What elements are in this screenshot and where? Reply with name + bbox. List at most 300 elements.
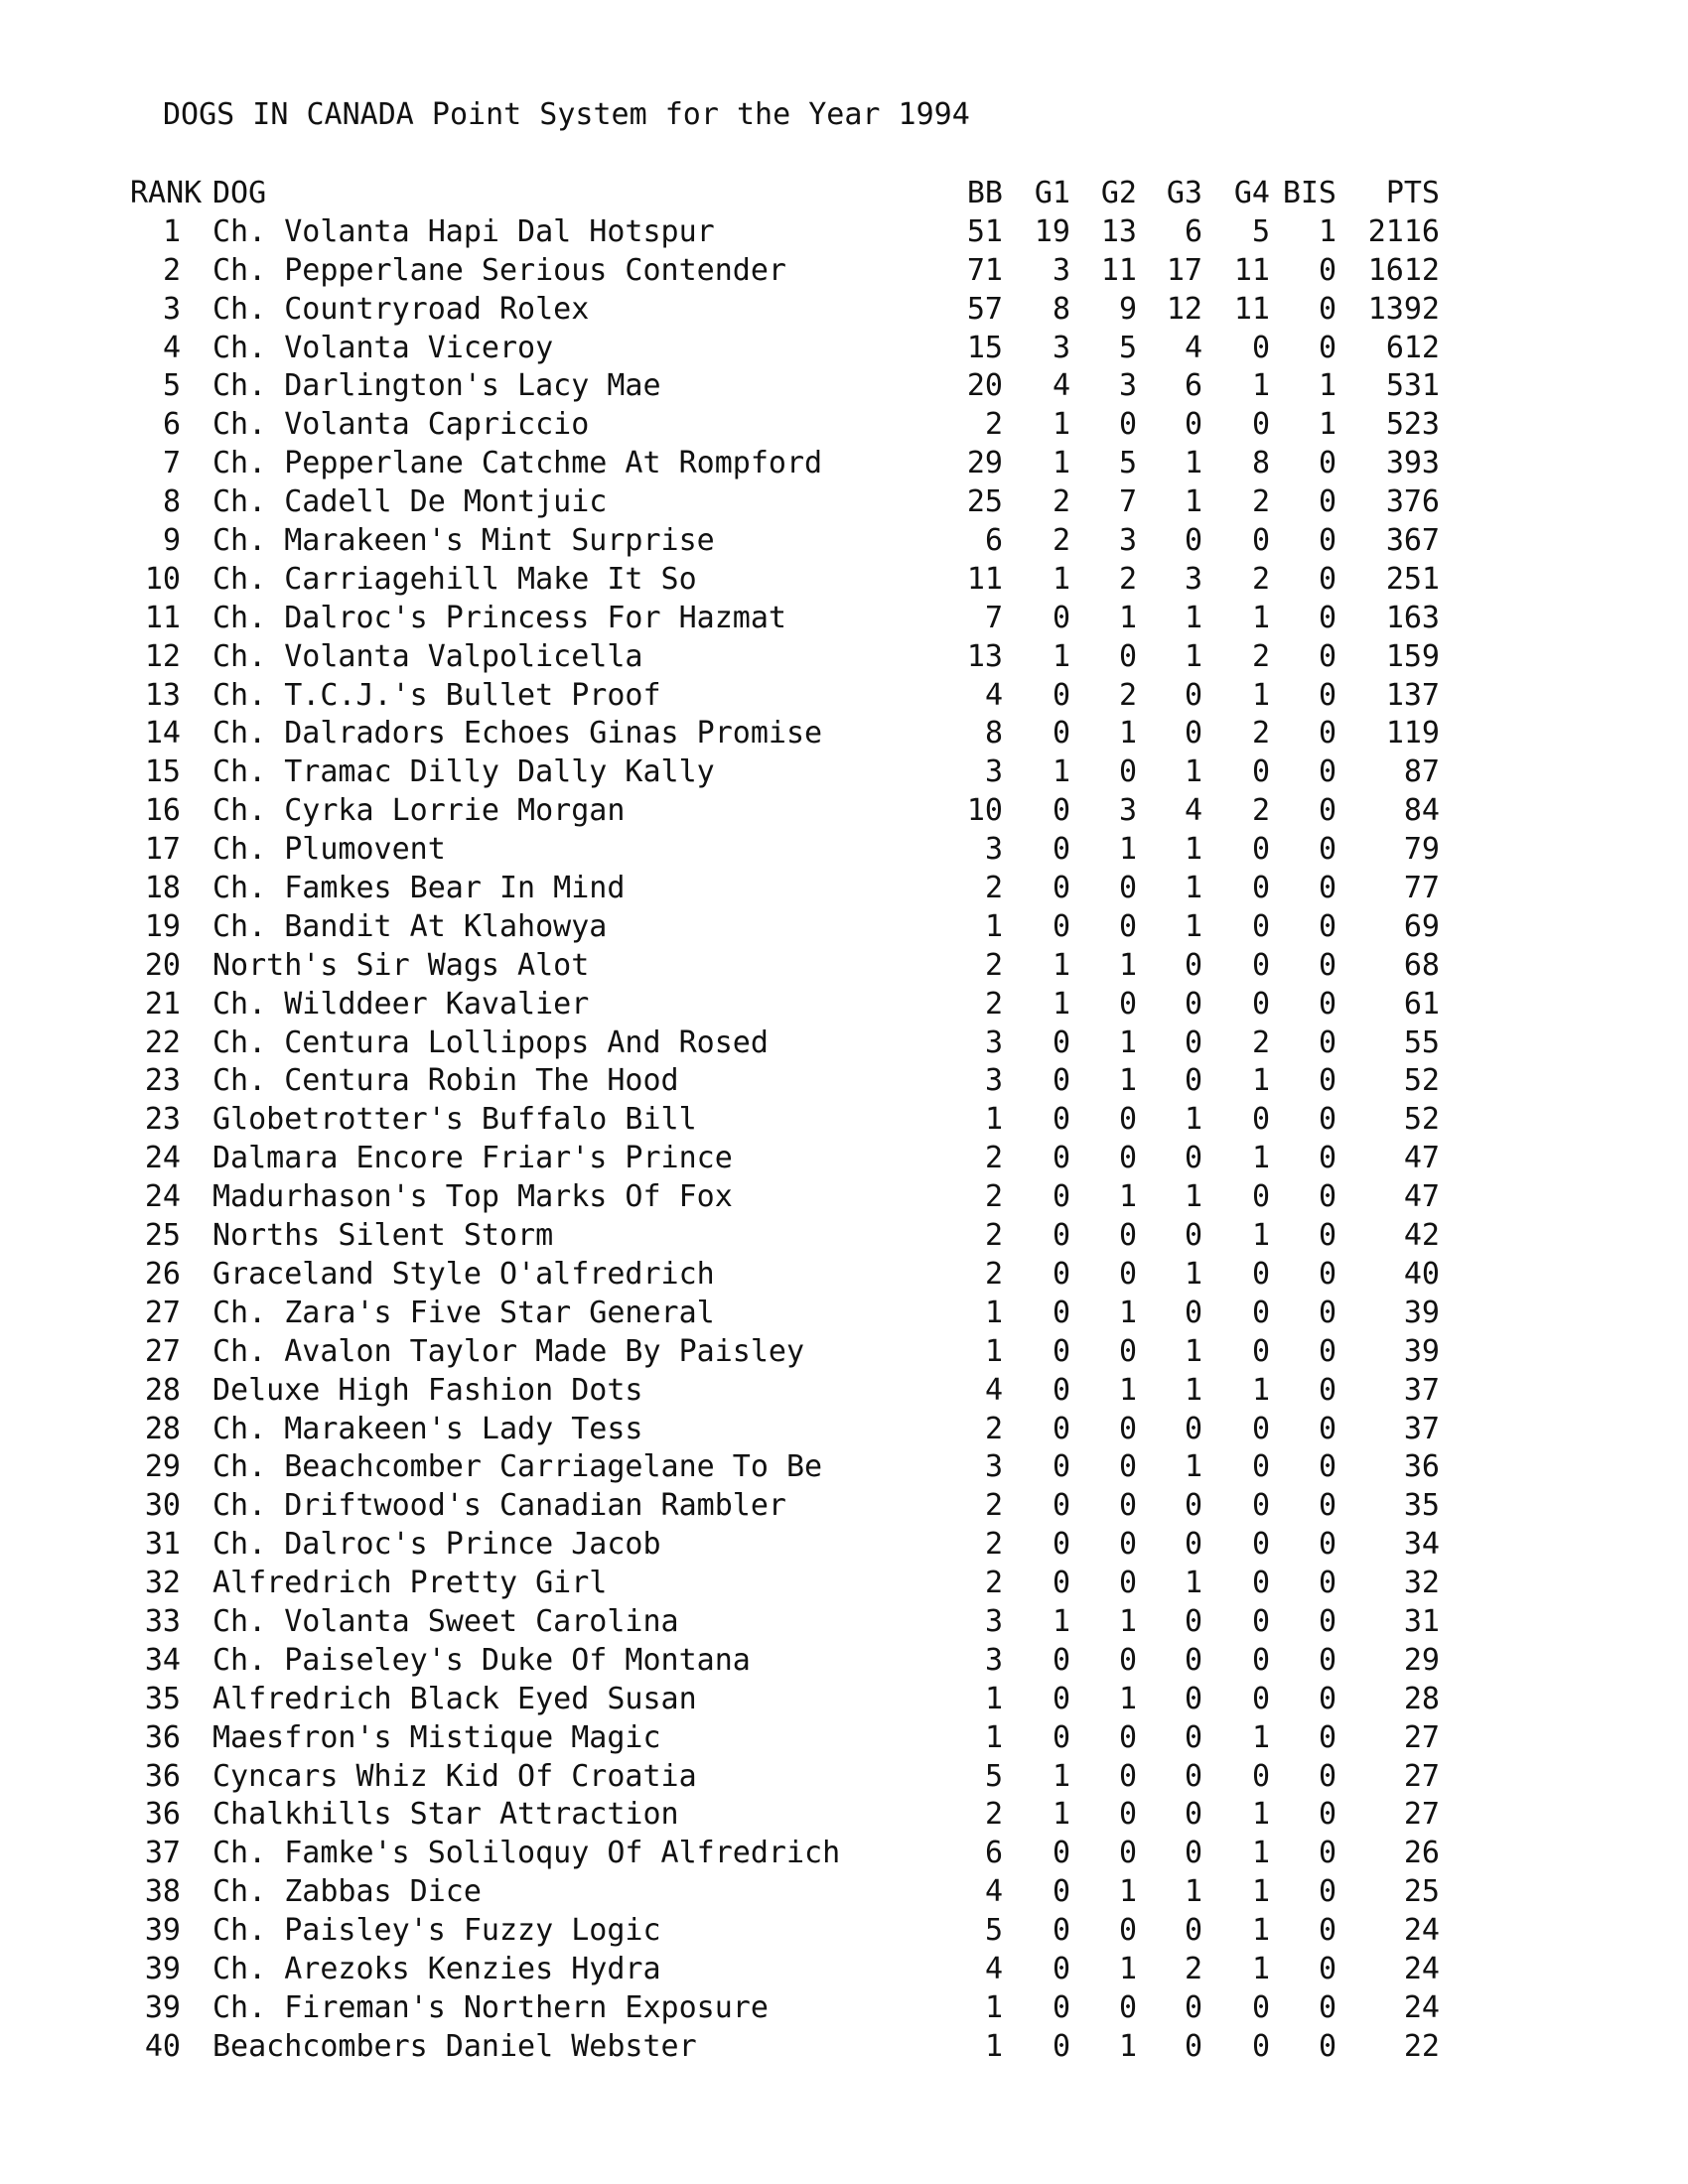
pts-cell: 37 bbox=[1403, 1372, 1440, 1408]
table-row bbox=[0, 1217, 1688, 1256]
g2-cell: 3 bbox=[1118, 523, 1137, 559]
g3-cell: 3 bbox=[1184, 561, 1202, 597]
bis-cell: 0 bbox=[1318, 1449, 1336, 1485]
table-row bbox=[0, 1989, 1688, 2028]
g1-cell: 0 bbox=[1052, 1218, 1070, 1254]
g1-cell: 0 bbox=[1052, 793, 1070, 829]
bis-cell: 0 bbox=[1318, 1642, 1336, 1678]
dog-name-cell: Madurhason's Top Marks Of Fox bbox=[212, 1179, 733, 1215]
g1-cell: 0 bbox=[1052, 2028, 1070, 2064]
rank-cell: 26 bbox=[144, 1256, 181, 1292]
g4-cell: 0 bbox=[1251, 1642, 1270, 1678]
g4-cell: 0 bbox=[1251, 1179, 1270, 1215]
g3-cell: 1 bbox=[1184, 1874, 1202, 1910]
g3-cell: 0 bbox=[1184, 1063, 1202, 1099]
bis-cell: 0 bbox=[1318, 1989, 1336, 2025]
g3-cell: 6 bbox=[1184, 368, 1202, 404]
bis-cell: 0 bbox=[1318, 1527, 1336, 1563]
bis-cell: 0 bbox=[1318, 1836, 1336, 1871]
dog-name-cell: Ch. Famkes Bear In Mind bbox=[212, 871, 626, 906]
rank-cell: 39 bbox=[144, 1951, 181, 1986]
g4-cell: 0 bbox=[1251, 1333, 1270, 1369]
pts-cell: 40 bbox=[1403, 1256, 1440, 1292]
pts-cell: 52 bbox=[1403, 1063, 1440, 1099]
table-row bbox=[0, 1912, 1688, 1951]
g3-cell: 0 bbox=[1184, 1797, 1202, 1833]
g1-cell: 0 bbox=[1052, 1989, 1070, 2025]
g4-cell: 8 bbox=[1251, 446, 1270, 481]
bis-cell: 1 bbox=[1318, 368, 1336, 404]
g3-cell: 0 bbox=[1184, 1681, 1202, 1716]
bis-cell: 0 bbox=[1318, 1488, 1336, 1524]
table-row bbox=[0, 483, 1688, 522]
g3-cell: 1 bbox=[1184, 1372, 1202, 1408]
header-g2: G2 bbox=[1100, 176, 1137, 210]
g1-cell: 0 bbox=[1052, 1411, 1070, 1446]
dog-name-cell: Ch. Plumovent bbox=[212, 832, 446, 868]
g3-cell: 0 bbox=[1184, 1642, 1202, 1678]
g2-cell: 0 bbox=[1118, 1141, 1137, 1176]
g4-cell: 1 bbox=[1251, 368, 1270, 404]
header-rank: RANK bbox=[130, 176, 203, 210]
g4-cell: 0 bbox=[1251, 330, 1270, 365]
g3-cell: 0 bbox=[1184, 947, 1202, 983]
rank-cell: 35 bbox=[144, 1681, 181, 1716]
table-row bbox=[0, 638, 1688, 677]
g3-cell: 0 bbox=[1184, 1836, 1202, 1871]
g2-cell: 1 bbox=[1118, 2028, 1137, 2064]
dog-name-cell: Ch. Carriagehill Make It So bbox=[212, 561, 697, 597]
g3-cell: 0 bbox=[1184, 407, 1202, 443]
bb-cell: 1 bbox=[984, 1333, 1003, 1369]
g2-cell: 1 bbox=[1118, 1295, 1137, 1330]
dog-name-cell: Ch. Volanta Capriccio bbox=[212, 407, 590, 443]
pts-cell: 47 bbox=[1403, 1179, 1440, 1215]
g1-cell: 0 bbox=[1052, 1102, 1070, 1138]
g1-cell: 1 bbox=[1052, 1603, 1070, 1639]
bb-cell: 2 bbox=[984, 1141, 1003, 1176]
header-dog: DOG bbox=[212, 176, 267, 210]
table-row bbox=[0, 1681, 1688, 1719]
table-body bbox=[0, 213, 1688, 2067]
rank-cell: 23 bbox=[144, 1102, 181, 1138]
g2-cell: 7 bbox=[1118, 484, 1137, 520]
bis-cell: 0 bbox=[1318, 1951, 1336, 1986]
rank-cell: 25 bbox=[144, 1218, 181, 1254]
table-row bbox=[0, 870, 1688, 908]
bis-cell: 0 bbox=[1318, 1024, 1336, 1060]
pts-cell: 119 bbox=[1385, 716, 1440, 751]
bis-cell: 0 bbox=[1318, 1603, 1336, 1639]
rank-cell: 37 bbox=[144, 1836, 181, 1871]
dog-name-cell: Ch. Pepperlane Serious Contender bbox=[212, 252, 786, 288]
dog-name-cell: North's Sir Wags Alot bbox=[212, 947, 590, 983]
bb-cell: 5 bbox=[984, 1913, 1003, 1949]
pts-cell: 24 bbox=[1403, 1913, 1440, 1949]
bb-cell: 2 bbox=[984, 1797, 1003, 1833]
g4-cell: 1 bbox=[1251, 1836, 1270, 1871]
pts-cell: 29 bbox=[1403, 1642, 1440, 1678]
g3-cell: 1 bbox=[1184, 754, 1202, 790]
g1-cell: 0 bbox=[1052, 1488, 1070, 1524]
bb-cell: 1 bbox=[984, 1989, 1003, 2025]
g4-cell: 0 bbox=[1251, 1295, 1270, 1330]
bis-cell: 0 bbox=[1318, 677, 1336, 713]
rank-cell: 1 bbox=[162, 213, 181, 249]
bis-cell: 0 bbox=[1318, 793, 1336, 829]
g3-cell: 1 bbox=[1184, 1566, 1202, 1601]
g3-cell: 1 bbox=[1184, 908, 1202, 944]
dog-name-cell: Ch. Pepperlane Catchme At Rompford bbox=[212, 446, 823, 481]
g3-cell: 0 bbox=[1184, 1758, 1202, 1794]
g3-cell: 0 bbox=[1184, 1527, 1202, 1563]
g2-cell: 0 bbox=[1118, 1913, 1137, 1949]
dog-name-cell: Ch. Zara's Five Star General bbox=[212, 1295, 715, 1330]
table-row bbox=[0, 522, 1688, 561]
g1-cell: 8 bbox=[1052, 291, 1070, 327]
table-row bbox=[0, 1526, 1688, 1565]
bb-cell: 1 bbox=[984, 1295, 1003, 1330]
bb-cell: 2 bbox=[984, 1218, 1003, 1254]
table-row bbox=[0, 2028, 1688, 2067]
dog-name-cell: Maesfron's Mistique Magic bbox=[212, 1719, 661, 1755]
bb-cell: 13 bbox=[966, 638, 1003, 674]
bb-cell: 6 bbox=[984, 523, 1003, 559]
dog-name-cell: Ch. Volanta Valpolicella bbox=[212, 638, 643, 674]
g3-cell: 0 bbox=[1184, 1719, 1202, 1755]
g3-cell: 0 bbox=[1184, 677, 1202, 713]
g1-cell: 3 bbox=[1052, 330, 1070, 365]
bis-cell: 0 bbox=[1318, 638, 1336, 674]
rank-cell: 38 bbox=[144, 1874, 181, 1910]
g1-cell: 0 bbox=[1052, 1719, 1070, 1755]
bis-cell: 0 bbox=[1318, 1681, 1336, 1716]
bis-cell: 0 bbox=[1318, 600, 1336, 635]
g1-cell: 0 bbox=[1052, 600, 1070, 635]
g1-cell: 0 bbox=[1052, 1372, 1070, 1408]
g2-cell: 0 bbox=[1118, 407, 1137, 443]
g2-cell: 0 bbox=[1118, 1449, 1137, 1485]
g2-cell: 3 bbox=[1118, 368, 1137, 404]
g2-cell: 1 bbox=[1118, 1681, 1137, 1716]
g3-cell: 1 bbox=[1184, 446, 1202, 481]
bis-cell: 0 bbox=[1318, 484, 1336, 520]
g2-cell: 11 bbox=[1100, 252, 1137, 288]
bb-cell: 4 bbox=[984, 1951, 1003, 1986]
pts-cell: 1612 bbox=[1367, 252, 1440, 288]
g4-cell: 1 bbox=[1251, 1719, 1270, 1755]
g2-cell: 0 bbox=[1118, 1218, 1137, 1254]
bis-cell: 0 bbox=[1318, 1719, 1336, 1755]
bis-cell: 0 bbox=[1318, 252, 1336, 288]
bb-cell: 2 bbox=[984, 1256, 1003, 1292]
rank-cell: 4 bbox=[162, 330, 181, 365]
bis-cell: 0 bbox=[1318, 716, 1336, 751]
g2-cell: 0 bbox=[1118, 1836, 1137, 1871]
pts-cell: 523 bbox=[1385, 407, 1440, 443]
pts-cell: 68 bbox=[1403, 947, 1440, 983]
rank-cell: 39 bbox=[144, 1913, 181, 1949]
bb-cell: 2 bbox=[984, 947, 1003, 983]
g4-cell: 0 bbox=[1251, 1989, 1270, 2025]
pts-cell: 26 bbox=[1403, 1836, 1440, 1871]
rank-cell: 18 bbox=[144, 871, 181, 906]
dog-name-cell: Ch. Tramac Dilly Dally Kally bbox=[212, 754, 715, 790]
bb-cell: 1 bbox=[984, 1681, 1003, 1716]
bb-cell: 3 bbox=[984, 1642, 1003, 1678]
bis-cell: 0 bbox=[1318, 1333, 1336, 1369]
g3-cell: 0 bbox=[1184, 1913, 1202, 1949]
g2-cell: 0 bbox=[1118, 1527, 1137, 1563]
dog-name-cell: Globetrotter's Buffalo Bill bbox=[212, 1102, 697, 1138]
g2-cell: 1 bbox=[1118, 947, 1137, 983]
g4-cell: 2 bbox=[1251, 716, 1270, 751]
table-row bbox=[0, 1372, 1688, 1411]
g1-cell: 0 bbox=[1052, 1527, 1070, 1563]
g2-cell: 1 bbox=[1118, 1372, 1137, 1408]
g4-cell: 1 bbox=[1251, 1874, 1270, 1910]
g2-cell: 0 bbox=[1118, 1411, 1137, 1446]
g2-cell: 0 bbox=[1118, 1797, 1137, 1833]
g1-cell: 1 bbox=[1052, 561, 1070, 597]
pts-cell: 55 bbox=[1403, 1024, 1440, 1060]
g2-cell: 3 bbox=[1118, 793, 1137, 829]
g4-cell: 2 bbox=[1251, 1024, 1270, 1060]
pts-cell: 376 bbox=[1385, 484, 1440, 520]
g4-cell: 0 bbox=[1251, 523, 1270, 559]
g2-cell: 0 bbox=[1118, 986, 1137, 1022]
table-row bbox=[0, 213, 1688, 252]
g2-cell: 5 bbox=[1118, 446, 1137, 481]
pts-cell: 87 bbox=[1403, 754, 1440, 790]
g1-cell: 3 bbox=[1052, 252, 1070, 288]
dog-name-cell: Ch. Volanta Sweet Carolina bbox=[212, 1603, 679, 1639]
bis-cell: 1 bbox=[1318, 407, 1336, 443]
g1-cell: 0 bbox=[1052, 1836, 1070, 1871]
rank-cell: 19 bbox=[144, 908, 181, 944]
g3-cell: 1 bbox=[1184, 638, 1202, 674]
table-row bbox=[0, 367, 1688, 406]
bis-cell: 0 bbox=[1318, 1102, 1336, 1138]
bis-cell: 0 bbox=[1318, 1566, 1336, 1601]
pts-cell: 37 bbox=[1403, 1411, 1440, 1446]
bb-cell: 2 bbox=[984, 1411, 1003, 1446]
pts-cell: 47 bbox=[1403, 1141, 1440, 1176]
g3-cell: 0 bbox=[1184, 986, 1202, 1022]
rank-cell: 21 bbox=[144, 986, 181, 1022]
dog-name-cell: Ch. Avalon Taylor Made By Paisley bbox=[212, 1333, 805, 1369]
table-row bbox=[0, 1758, 1688, 1797]
table-row bbox=[0, 1487, 1688, 1526]
g2-cell: 1 bbox=[1118, 600, 1137, 635]
g2-cell: 1 bbox=[1118, 1951, 1137, 1986]
table-row bbox=[0, 1062, 1688, 1101]
g2-cell: 0 bbox=[1118, 1989, 1137, 2025]
pts-cell: 39 bbox=[1403, 1333, 1440, 1369]
rank-cell: 40 bbox=[144, 2028, 181, 2064]
pts-cell: 69 bbox=[1403, 908, 1440, 944]
bis-cell: 0 bbox=[1318, 1913, 1336, 1949]
g4-cell: 0 bbox=[1251, 1566, 1270, 1601]
bis-cell: 0 bbox=[1318, 523, 1336, 559]
g4-cell: 0 bbox=[1251, 407, 1270, 443]
g1-cell: 0 bbox=[1052, 1913, 1070, 1949]
bis-cell: 0 bbox=[1318, 871, 1336, 906]
dog-name-cell: Alfredrich Black Eyed Susan bbox=[212, 1681, 697, 1716]
bb-cell: 15 bbox=[966, 330, 1003, 365]
pts-cell: 163 bbox=[1385, 600, 1440, 635]
g1-cell: 0 bbox=[1052, 1333, 1070, 1369]
rank-cell: 7 bbox=[162, 446, 181, 481]
g1-cell: 0 bbox=[1052, 871, 1070, 906]
bis-cell: 0 bbox=[1318, 1372, 1336, 1408]
rankings-table bbox=[0, 175, 1688, 2067]
g1-cell: 0 bbox=[1052, 1063, 1070, 1099]
bb-cell: 4 bbox=[984, 677, 1003, 713]
bb-cell: 6 bbox=[984, 1836, 1003, 1871]
dog-name-cell: Ch. Volanta Hapi Dal Hotspur bbox=[212, 213, 715, 249]
g3-cell: 0 bbox=[1184, 1411, 1202, 1446]
bb-cell: 3 bbox=[984, 832, 1003, 868]
dog-name-cell: Chalkhills Star Attraction bbox=[212, 1797, 679, 1833]
g3-cell: 0 bbox=[1184, 1024, 1202, 1060]
bb-cell: 2 bbox=[984, 1566, 1003, 1601]
g4-cell: 0 bbox=[1251, 754, 1270, 790]
pts-cell: 367 bbox=[1385, 523, 1440, 559]
g2-cell: 0 bbox=[1118, 1719, 1137, 1755]
rank-cell: 13 bbox=[144, 677, 181, 713]
bb-cell: 1 bbox=[984, 1719, 1003, 1755]
bis-cell: 0 bbox=[1318, 1411, 1336, 1446]
g1-cell: 0 bbox=[1052, 1141, 1070, 1176]
pts-cell: 27 bbox=[1403, 1797, 1440, 1833]
table-row bbox=[0, 330, 1688, 368]
g1-cell: 1 bbox=[1052, 638, 1070, 674]
g3-cell: 1 bbox=[1184, 484, 1202, 520]
g4-cell: 0 bbox=[1251, 986, 1270, 1022]
g1-cell: 0 bbox=[1052, 716, 1070, 751]
g2-cell: 0 bbox=[1118, 1488, 1137, 1524]
bis-cell: 0 bbox=[1318, 1295, 1336, 1330]
g1-cell: 1 bbox=[1052, 407, 1070, 443]
pts-cell: 28 bbox=[1403, 1681, 1440, 1716]
g3-cell: 0 bbox=[1184, 1488, 1202, 1524]
pts-cell: 42 bbox=[1403, 1218, 1440, 1254]
dog-name-cell: Ch. Wilddeer Kavalier bbox=[212, 986, 590, 1022]
dog-name-cell: Dalmara Encore Friar's Prince bbox=[212, 1141, 733, 1176]
rank-cell: 14 bbox=[144, 716, 181, 751]
bb-cell: 7 bbox=[984, 600, 1003, 635]
g3-cell: 1 bbox=[1184, 1256, 1202, 1292]
dog-name-cell: Ch. T.C.J.'s Bullet Proof bbox=[212, 677, 661, 713]
header-g3: G3 bbox=[1166, 176, 1202, 210]
g3-cell: 0 bbox=[1184, 2028, 1202, 2064]
g4-cell: 0 bbox=[1251, 1256, 1270, 1292]
dog-name-cell: Ch. Dalroc's Prince Jacob bbox=[212, 1527, 661, 1563]
g3-cell: 0 bbox=[1184, 523, 1202, 559]
table-row bbox=[0, 792, 1688, 831]
g1-cell: 0 bbox=[1052, 908, 1070, 944]
pts-cell: 25 bbox=[1403, 1874, 1440, 1910]
bis-cell: 0 bbox=[1318, 1874, 1336, 1910]
dog-name-cell: Deluxe High Fashion Dots bbox=[212, 1372, 643, 1408]
g1-cell: 0 bbox=[1052, 1566, 1070, 1601]
pts-cell: 35 bbox=[1403, 1488, 1440, 1524]
g4-cell: 2 bbox=[1251, 793, 1270, 829]
rank-cell: 27 bbox=[144, 1333, 181, 1369]
rank-cell: 3 bbox=[162, 291, 181, 327]
g3-cell: 0 bbox=[1184, 1141, 1202, 1176]
bis-cell: 0 bbox=[1318, 1179, 1336, 1215]
g2-cell: 2 bbox=[1118, 561, 1137, 597]
table-row bbox=[0, 715, 1688, 753]
table-row bbox=[0, 1642, 1688, 1681]
header-pts: PTS bbox=[1385, 176, 1440, 210]
g3-cell: 17 bbox=[1166, 252, 1202, 288]
dog-name-cell: Ch. Centura Robin The Hood bbox=[212, 1063, 679, 1099]
dog-name-cell: Ch. Paiseley's Duke Of Montana bbox=[212, 1642, 751, 1678]
g1-cell: 0 bbox=[1052, 1449, 1070, 1485]
bb-cell: 5 bbox=[984, 1758, 1003, 1794]
bis-cell: 1 bbox=[1318, 213, 1336, 249]
rank-cell: 11 bbox=[144, 600, 181, 635]
g3-cell: 0 bbox=[1184, 1295, 1202, 1330]
dog-name-cell: Ch. Volanta Viceroy bbox=[212, 330, 554, 365]
rank-cell: 8 bbox=[162, 484, 181, 520]
g1-cell: 0 bbox=[1052, 1681, 1070, 1716]
bis-cell: 0 bbox=[1318, 1141, 1336, 1176]
bb-cell: 4 bbox=[984, 1372, 1003, 1408]
dog-name-cell: Ch. Paisley's Fuzzy Logic bbox=[212, 1913, 661, 1949]
g2-cell: 0 bbox=[1118, 1642, 1137, 1678]
rank-cell: 34 bbox=[144, 1642, 181, 1678]
table-row bbox=[0, 753, 1688, 792]
g2-cell: 13 bbox=[1100, 213, 1137, 249]
g4-cell: 0 bbox=[1251, 1449, 1270, 1485]
bb-cell: 71 bbox=[966, 252, 1003, 288]
bb-cell: 51 bbox=[966, 213, 1003, 249]
pts-cell: 2116 bbox=[1367, 213, 1440, 249]
g1-cell: 0 bbox=[1052, 677, 1070, 713]
g2-cell: 9 bbox=[1118, 291, 1137, 327]
rank-cell: 10 bbox=[144, 561, 181, 597]
dog-name-cell: Ch. Cyrka Lorrie Morgan bbox=[212, 793, 626, 829]
bis-cell: 0 bbox=[1318, 2028, 1336, 2064]
bb-cell: 10 bbox=[966, 793, 1003, 829]
g1-cell: 4 bbox=[1052, 368, 1070, 404]
table-row bbox=[0, 1719, 1688, 1758]
g1-cell: 2 bbox=[1052, 523, 1070, 559]
g1-cell: 0 bbox=[1052, 1951, 1070, 1986]
table-row bbox=[0, 1565, 1688, 1603]
bis-cell: 0 bbox=[1318, 330, 1336, 365]
g1-cell: 1 bbox=[1052, 1797, 1070, 1833]
g4-cell: 1 bbox=[1251, 1797, 1270, 1833]
g4-cell: 2 bbox=[1251, 561, 1270, 597]
pts-cell: 1392 bbox=[1367, 291, 1440, 327]
bb-cell: 1 bbox=[984, 1102, 1003, 1138]
table-row bbox=[0, 1178, 1688, 1217]
rank-cell: 12 bbox=[144, 638, 181, 674]
table-row bbox=[0, 908, 1688, 947]
bb-cell: 29 bbox=[966, 446, 1003, 481]
g1-cell: 0 bbox=[1052, 1874, 1070, 1910]
bb-cell: 11 bbox=[966, 561, 1003, 597]
g1-cell: 0 bbox=[1052, 832, 1070, 868]
g4-cell: 1 bbox=[1251, 1063, 1270, 1099]
dog-name-cell: Ch. Marakeen's Lady Tess bbox=[212, 1411, 643, 1446]
rank-cell: 6 bbox=[162, 407, 181, 443]
